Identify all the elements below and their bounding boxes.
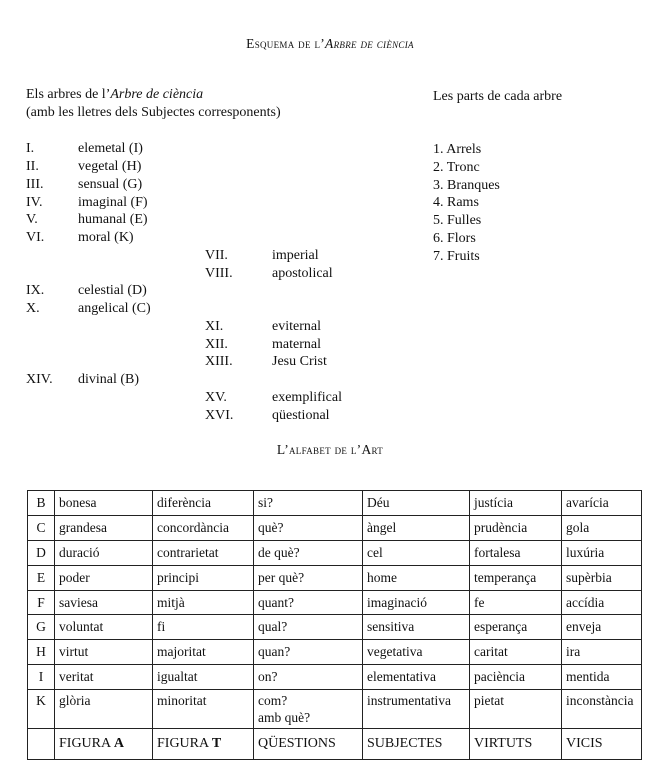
tree-name: sensual (G) [78,177,143,192]
table-cell: on? [254,665,363,690]
tree-name: Jesu Crist [272,354,327,369]
alphabet-title [0,442,660,458]
tree-number: I. [26,141,35,156]
table-cell: sensitiva [363,615,470,640]
tree-name: humanal (E) [78,212,148,227]
table-cell: poder [55,565,153,590]
tree-number: XV. [205,390,227,405]
table-row [28,515,642,540]
row-letter: B [28,491,55,516]
table-cell: fe [470,590,562,615]
tree-number: VII. [205,248,228,263]
tree-number: VI. [26,230,45,245]
table-cell: caritat [470,640,562,665]
trees-heading [26,86,281,122]
alphabet-table [27,490,642,760]
tree-number: IX. [26,283,45,298]
tree-number: VIII. [205,266,233,281]
page-title-italic: Arbre de ciència [325,36,414,51]
table-cell: imaginació [363,590,470,615]
tree-number: XVI. [205,408,234,423]
footer-empty [28,729,55,760]
tree-number: XIV. [26,372,53,387]
table-cell: qual? [254,615,363,640]
row-letter: C [28,515,55,540]
table-cell: quan? [254,640,363,665]
table-cell: grandesa [55,515,153,540]
trees-heading-italic: Arbre de ciència [110,87,204,102]
table-cell: voluntat [55,615,153,640]
tree-name: qüestional [272,408,330,423]
table-row [28,665,642,690]
table-cell: supèrbia [562,565,642,590]
table-cell: prudència [470,515,562,540]
table-cell: contrarietat [153,540,254,565]
footer-figura-a: FIGURA A [55,729,153,760]
table-cell: minoritat [153,690,254,729]
row-letter: G [28,615,55,640]
table-row [28,565,642,590]
table-footer-row [28,729,642,760]
table-cell: àngel [363,515,470,540]
table-cell: concordància [153,515,254,540]
table-cell: elementativa [363,665,470,690]
table-cell: majoritat [153,640,254,665]
tree-number: X. [26,301,40,316]
table-cell: glòria [55,690,153,729]
tree-number: XII. [205,337,228,352]
tree-number: IV. [26,195,43,210]
table-cell: justícia [470,491,562,516]
footer-vices: VICIS [562,729,642,760]
row-letter: K [28,690,55,729]
table-cell: home [363,565,470,590]
row-letter: E [28,565,55,590]
footer-subjects: SUBJECTES [363,729,470,760]
row-letter: H [28,640,55,665]
tree-name: angelical (C) [78,301,151,316]
tree-part: 7. Fruits [433,248,480,264]
table-cell: accídia [562,590,642,615]
tree-number: II. [26,159,39,174]
table-cell: veritat [55,665,153,690]
tree-name: exemplifical [272,390,342,405]
table-cell: de què? [254,540,363,565]
table-cell: ira [562,640,642,665]
table-row [28,690,642,729]
tree-part: 5. Fulles [433,213,482,229]
tree-name: apostolical [272,266,333,281]
table-row [28,540,642,565]
tree-number: XIII. [205,354,233,369]
table-cell: quant? [254,590,363,615]
tree-part: 2. Tronc [433,159,480,175]
tree-number: XI. [205,319,224,334]
tree-number: III. [26,177,44,192]
table-cell: bonesa [55,491,153,516]
row-letter: I [28,665,55,690]
table-cell: si? [254,491,363,516]
table-cell: inconstància [562,690,642,729]
tree-part: 1. Arrels [433,142,482,157]
tree-name: elemetal (I) [78,141,143,156]
table-cell: fortalesa [470,540,562,565]
row-letter: F [28,590,55,615]
page-title-prefix: Esquema de l’ [246,36,326,51]
table-cell: virtut [55,640,153,665]
table-cell: paciència [470,665,562,690]
table-cell: avarícia [562,491,642,516]
table-cell: què? [254,515,363,540]
trees-heading-prefix: Els arbres de l’ [26,87,111,102]
table-cell: vegetativa [363,640,470,665]
table-cell: fi [153,615,254,640]
table-row [28,491,642,516]
page-title [0,36,660,52]
tree-part: 6. Flors [433,231,476,246]
table-cell: temperança [470,565,562,590]
table-cell: gola [562,515,642,540]
tree-name: imperial [272,248,319,263]
table-cell: per què? [254,565,363,590]
tree-number: V. [26,212,38,227]
tree-name: imaginal (F) [78,195,148,210]
table-cell: igualtat [153,665,254,690]
table-cell: principi [153,565,254,590]
tree-part: 3. Branques [433,177,500,193]
table-row [28,615,642,640]
table-cell: duració [55,540,153,565]
tree-name: vegetal (H) [78,159,142,174]
tree-name: moral (K) [78,230,134,245]
table-cell: com? amb què? [254,690,363,729]
footer-figura-t: FIGURA T [153,729,254,760]
table-row [28,640,642,665]
table-cell: instrumentativa [363,690,470,729]
tree-part: 4. Rams [433,195,479,211]
trees-heading-line1 [26,86,281,104]
footer-questions: QÜESTIONS [254,729,363,760]
table-cell: mitjà [153,590,254,615]
footer-virtues: VIRTUTS [470,729,562,760]
table-row [28,590,642,615]
tree-name: maternal [272,337,321,352]
trees-heading-line2: (amb les lletres dels Subjectes corresponents) [26,105,281,120]
row-letter: D [28,540,55,565]
table-cell: pietat [470,690,562,729]
table-cell: esperança [470,615,562,640]
parts-heading: Les parts de cada arbre [433,89,563,104]
table-cell: Déu [363,491,470,516]
tree-name: divinal (B) [78,372,140,387]
alphabet-title-text: L’alfabet de l’Art [276,442,384,457]
table-cell: cel [363,540,470,565]
table-cell: enveja [562,615,642,640]
table-cell: saviesa [55,590,153,615]
table-cell: luxúria [562,540,642,565]
table-cell: diferència [153,491,254,516]
table-cell: mentida [562,665,642,690]
tree-name: celestial (D) [78,283,147,298]
tree-name: eviternal [272,319,321,334]
